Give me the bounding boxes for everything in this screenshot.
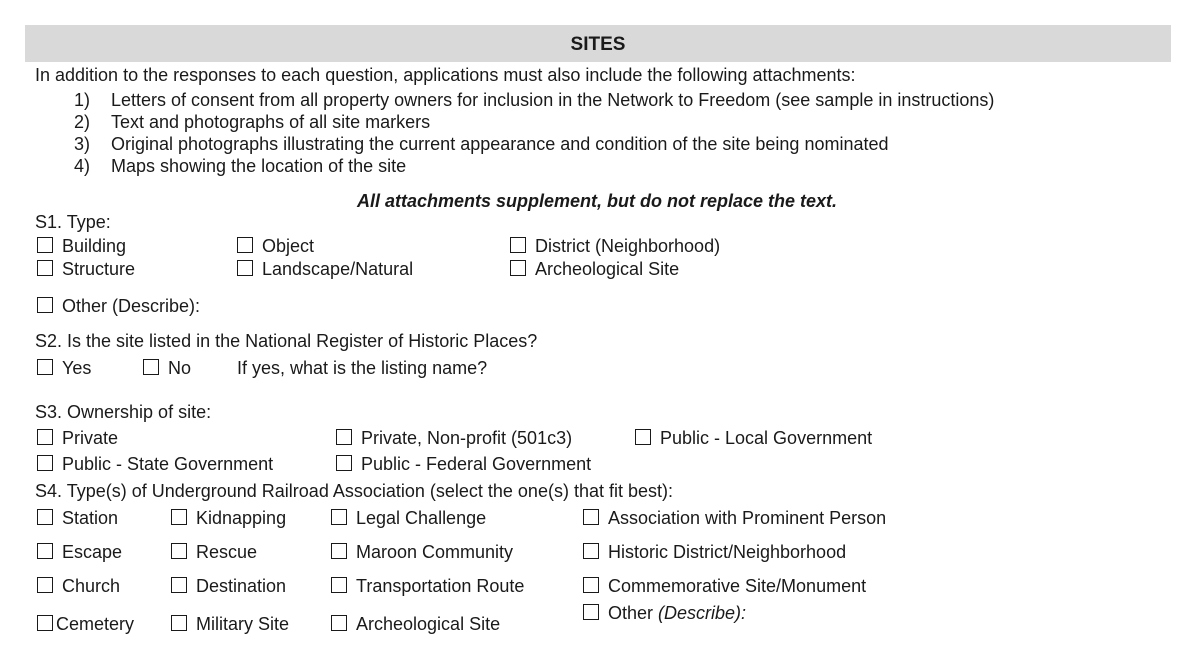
checkbox-cemetery[interactable]	[37, 615, 53, 631]
checkbox-archeological-site-type[interactable]	[510, 260, 526, 276]
checkbox-kidnapping[interactable]	[171, 509, 187, 525]
checkbox-rescue[interactable]	[171, 543, 187, 559]
label-maroon-community: Maroon Community	[356, 542, 514, 562]
attachments-note: All attachments supplement, but do not replace the text.	[356, 191, 838, 211]
label-escape: Escape	[62, 542, 123, 562]
checkbox-object[interactable]	[237, 237, 253, 253]
checkbox-transportation-route[interactable]	[331, 577, 347, 593]
label-archeological-site-association: Archeological Site	[356, 614, 501, 634]
attachment-item: Text and photographs of all site markers	[111, 112, 431, 132]
label-district: District (Neighborhood)	[535, 236, 721, 256]
label-kidnapping: Kidnapping	[196, 508, 287, 528]
other-prefix: Other	[608, 603, 659, 623]
checkbox-type-other[interactable]	[37, 297, 53, 313]
label-type-other: Other (Describe):	[62, 296, 201, 316]
label-public-local: Public - Local Government	[660, 428, 873, 448]
label-station: Station	[62, 508, 119, 528]
s1-question: S1. Type:	[35, 212, 111, 232]
checkbox-maroon-community[interactable]	[331, 543, 347, 559]
checkbox-public-local[interactable]	[635, 429, 651, 445]
label-church: Church	[62, 576, 121, 596]
checkbox-register-no[interactable]	[143, 359, 159, 375]
s4-question: S4. Type(s) of Underground Railroad Association (select the one(s) that fit best):	[35, 481, 673, 501]
label-association-other	[608, 604, 746, 622]
checkbox-public-federal[interactable]	[336, 455, 352, 471]
label-destination: Destination	[196, 576, 287, 596]
listing-name-prompt: If yes, what is the listing name?	[237, 358, 488, 378]
label-cemetery: Cemetery	[56, 614, 135, 634]
attachment-number: 4)	[73, 156, 90, 176]
other-describe: (Describe):	[658, 603, 747, 623]
label-structure: Structure	[62, 259, 136, 279]
checkbox-private-nonprofit[interactable]	[336, 429, 352, 445]
label-register-no: No	[168, 358, 192, 378]
label-transportation-route: Transportation Route	[356, 576, 525, 596]
attachment-number: 1)	[73, 90, 90, 110]
checkbox-military-site[interactable]	[171, 615, 187, 631]
label-object: Object	[262, 236, 315, 256]
label-private: Private	[62, 428, 119, 448]
attachment-item: Original photographs illustrating the current appearance and condition of the site being nominated	[111, 134, 889, 154]
checkbox-station[interactable]	[37, 509, 53, 525]
checkbox-register-yes[interactable]	[37, 359, 53, 375]
checkbox-destination[interactable]	[171, 577, 187, 593]
checkbox-association-other[interactable]	[583, 604, 599, 620]
checkbox-public-state[interactable]	[37, 455, 53, 471]
checkbox-church[interactable]	[37, 577, 53, 593]
checkbox-landscape-natural[interactable]	[237, 260, 253, 276]
label-public-federal: Public - Federal Government	[361, 454, 592, 474]
label-private-nonprofit: Private, Non-profit (501c3)	[361, 428, 573, 448]
label-military-site: Military Site	[196, 614, 290, 634]
label-legal-challenge: Legal Challenge	[356, 508, 487, 528]
label-register-yes: Yes	[62, 358, 92, 378]
section-title: SITES	[570, 34, 626, 55]
checkbox-private[interactable]	[37, 429, 53, 445]
checkbox-building[interactable]	[37, 237, 53, 253]
attachment-item: Maps showing the location of the site	[111, 156, 407, 176]
attachment-number: 3)	[73, 134, 90, 154]
checkbox-district[interactable]	[510, 237, 526, 253]
checkbox-legal-challenge[interactable]	[331, 509, 347, 525]
s3-question: S3. Ownership of site:	[35, 402, 212, 422]
checkbox-archeological-site-association[interactable]	[331, 615, 347, 631]
label-public-state: Public - State Government	[62, 454, 274, 474]
label-prominent-person: Association with Prominent Person	[608, 508, 887, 528]
attachment-item: Letters of consent from all property owners for inclusion in the Network to Freedom (see sample in instructions)	[111, 90, 995, 110]
label-building: Building	[62, 236, 127, 256]
label-archeological-site-type: Archeological Site	[535, 259, 680, 279]
attachment-number: 2)	[73, 112, 90, 132]
label-landscape-natural: Landscape/Natural	[262, 259, 414, 279]
checkbox-commemorative-site[interactable]	[583, 577, 599, 593]
label-historic-district: Historic District/Neighborhood	[608, 542, 847, 562]
label-rescue: Rescue	[196, 542, 258, 562]
label-commemorative-site: Commemorative Site/Monument	[608, 576, 867, 596]
section-header	[25, 25, 1171, 62]
checkbox-escape[interactable]	[37, 543, 53, 559]
checkbox-structure[interactable]	[37, 260, 53, 276]
intro-text: In addition to the responses to each question, applications must also include the following attachments:	[35, 65, 856, 85]
s2-question: S2. Is the site listed in the National Register of Historic Places?	[35, 331, 538, 351]
checkbox-historic-district[interactable]	[583, 543, 599, 559]
checkbox-prominent-person[interactable]	[583, 509, 599, 525]
